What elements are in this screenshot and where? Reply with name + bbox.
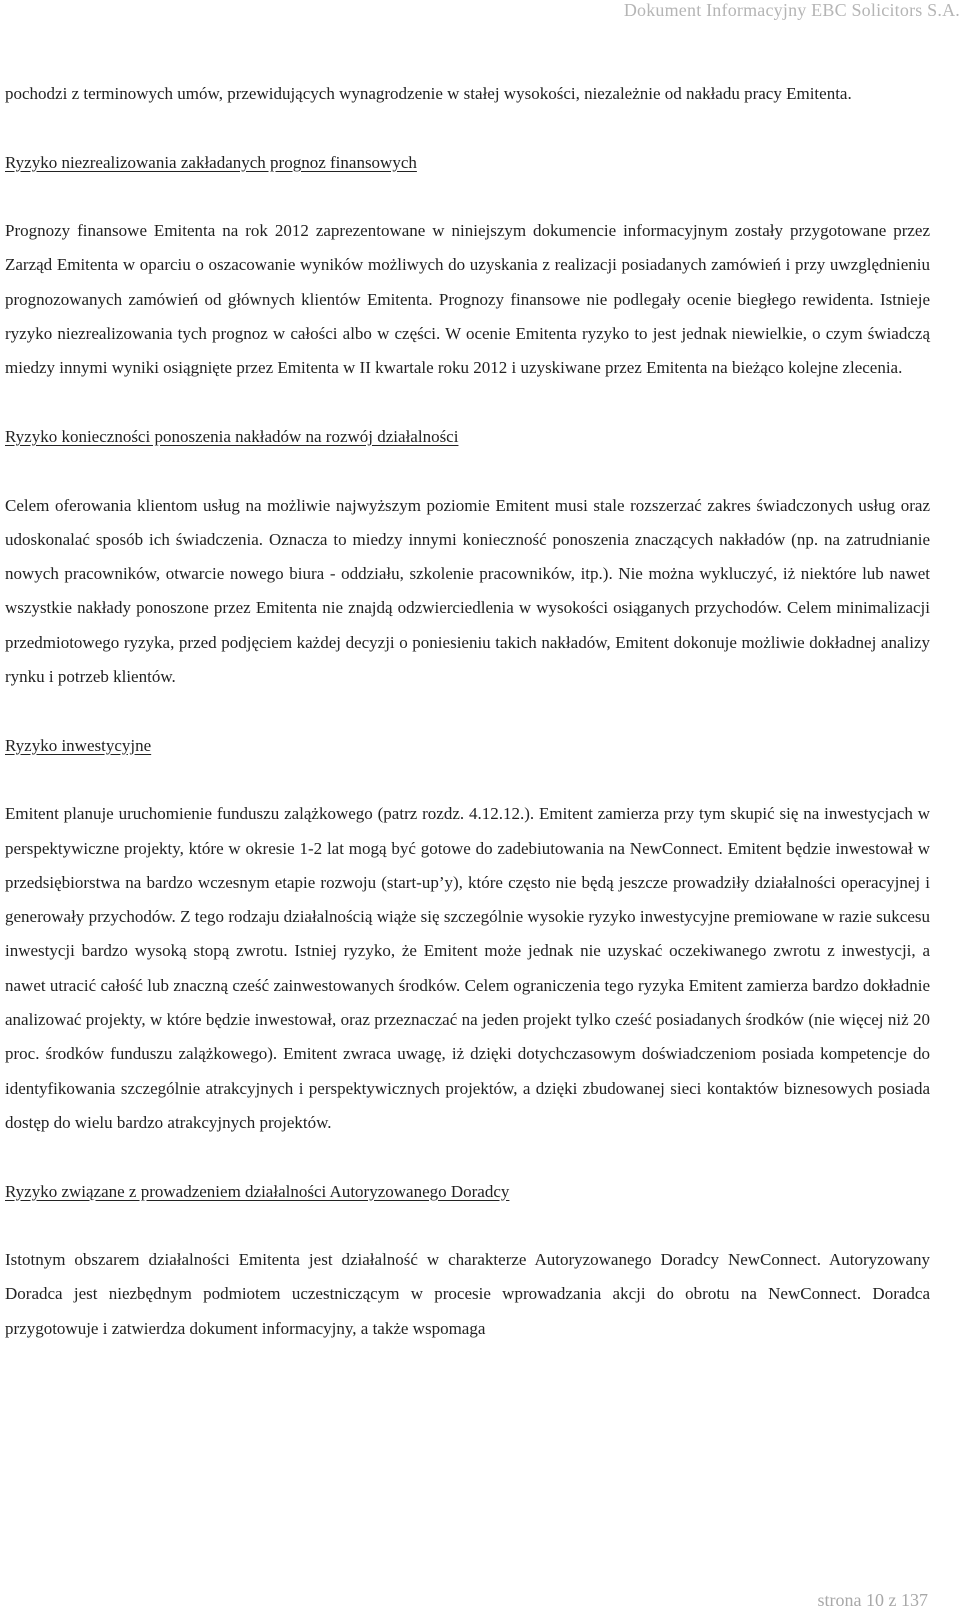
document-body: [5, 77, 930, 1346]
spacer: [5, 180, 930, 214]
heading-investment-risk: Ryzyko inwestycyjne: [5, 735, 152, 755]
spacer: [5, 386, 930, 420]
paragraph-continuation: pochodzi z terminowych umów, przewidujących wynagrodzenie w stałej wysokości, niezależnie od nakładu pracy Emitenta.: [5, 84, 852, 103]
spacer: [5, 454, 930, 488]
heading-development-costs-risk: Ryzyko konieczności ponoszenia nakładów na rozwój działalności: [5, 426, 459, 446]
spacer: [5, 1140, 930, 1174]
spacer: [5, 111, 930, 145]
spacer: [5, 1209, 930, 1243]
spacer: [5, 694, 930, 728]
document-header: Dokument Informacyjny EBC Solicitors S.A.: [623, 0, 960, 20]
paragraph-development-costs-risk: Celem oferowania klientom usług na możliwie najwyższym poziomie Emitent musi stale rozszerzać zakres świadczonych usług oraz udoskonalać sposób ich świadczenia. Oznacza to miedzy innymi konieczność ponoszenia znaczących nakładów (np. na zatrudnianie nowych pracowników, otwarcie nowego biura - oddziału, szkolenie pracowników, itp.). Nie można wykluczyć, iż niektóre lub nawet wszystkie nakłady ponoszone przez Emitenta nie znajdą odzwierciedlenia w wysokości osiąganych przychodów. Celem minimalizacji przedmiotowego ryzyka, przed podjęciem każdej decyzji o poniesieniu takich nakładów, Emitent dokonuje możliwie dokładnej analizy rynku i potrzeb klientów.: [5, 495, 930, 687]
heading-forecast-risk: Ryzyko niezrealizowania zakładanych prognoz finansowych: [5, 152, 417, 172]
heading-authorized-advisor-risk: Ryzyko związane z prowadzeniem działalności Autoryzowanego Doradcy: [5, 1181, 510, 1201]
paragraph-forecast-risk: Prognozy finansowe Emitenta na rok 2012 zaprezentowane w niniejszym dokumencie informacyjnym zostały przygotowane przez Zarząd Emitenta w oparciu o oszacowanie wyników możliwych do uzyskania z realizacji posiadanych zamówień i przy uwzględnieniu prognozowanych zamówień od głównych klientów Emitenta. Prognozy finansowe nie podlegały ocenie biegłego rewidenta. Istnieje ryzyko niezrealizowania tych prognoz w całości albo w części. W ocenie Emitenta ryzyko to jest jednak niewielkie, o czym świadczą miedzy innymi wyniki osiągnięte przez Emitenta w II kwartale roku 2012 i uzyskiwane przez Emitenta na bieżąco kolejne zlecenia.: [5, 221, 930, 378]
paragraph-investment-risk: Emitent planuje uruchomienie funduszu zalążkowego (patrz rozdz. 4.12.12.). Emitent zamierza przy tym skupić się na inwestycjach w perspektywiczne projekty, które w okresie 1-2 lat mogą być gotowe do zadebiutowania na NewConnect. Emitent będzie inwestował w przedsiębiorstwa na bardzo wczesnym etapie rozwoju (start-up’y), które często nie będą jeszcze prowadziły działalności operacyjnej i generowały przychodów. Z tego rodzaju działalnością wiąże się szczególnie wysokie ryzyko inwestycyjne premiowane w razie sukcesu inwestycji bardzo wysoką stopą zwrotu. Istniej ryzyko, że Emitent może jednak nie uzyskać oczekiwanego zwrotu z inwestycji, a nawet utracić całość lub znaczną cześć zainwestowanych środków. Celem ograniczenia tego ryzyka Emitent zamierza bardzo dokładnie analizować projekty, w które będzie inwestował, oraz przeznaczać na jeden projekt tylko cześć posiadanych środków (nie więcej niż 20 proc. środków funduszu zalążkowego). Emitent zwraca uwagę, iż dzięki dotychczasowym doświadczeniom posiada kompetencje do identyfikowania szczególnie atrakcyjnych i perspektywicznych projektów, a dzięki zbudowanej sieci kontaktów biznesowych posiada dostęp do wielu bardzo atrakcyjnych projektów.: [5, 804, 930, 1132]
paragraph-authorized-advisor-risk: Istotnym obszarem działalności Emitenta jest działalność w charakterze Autoryzowanego Doradcy NewConnect. Autoryzowany Doradca jest niezbędnym podmiotem uczestniczącym w procesie wprowadzania akcji do obrotu na NewConnect. Doradca przygotowuje i zatwierdza dokument informacyjny, a także wspomaga: [5, 1250, 930, 1338]
spacer: [5, 763, 930, 797]
page-number: strona 10 z 137: [817, 1590, 928, 1610]
